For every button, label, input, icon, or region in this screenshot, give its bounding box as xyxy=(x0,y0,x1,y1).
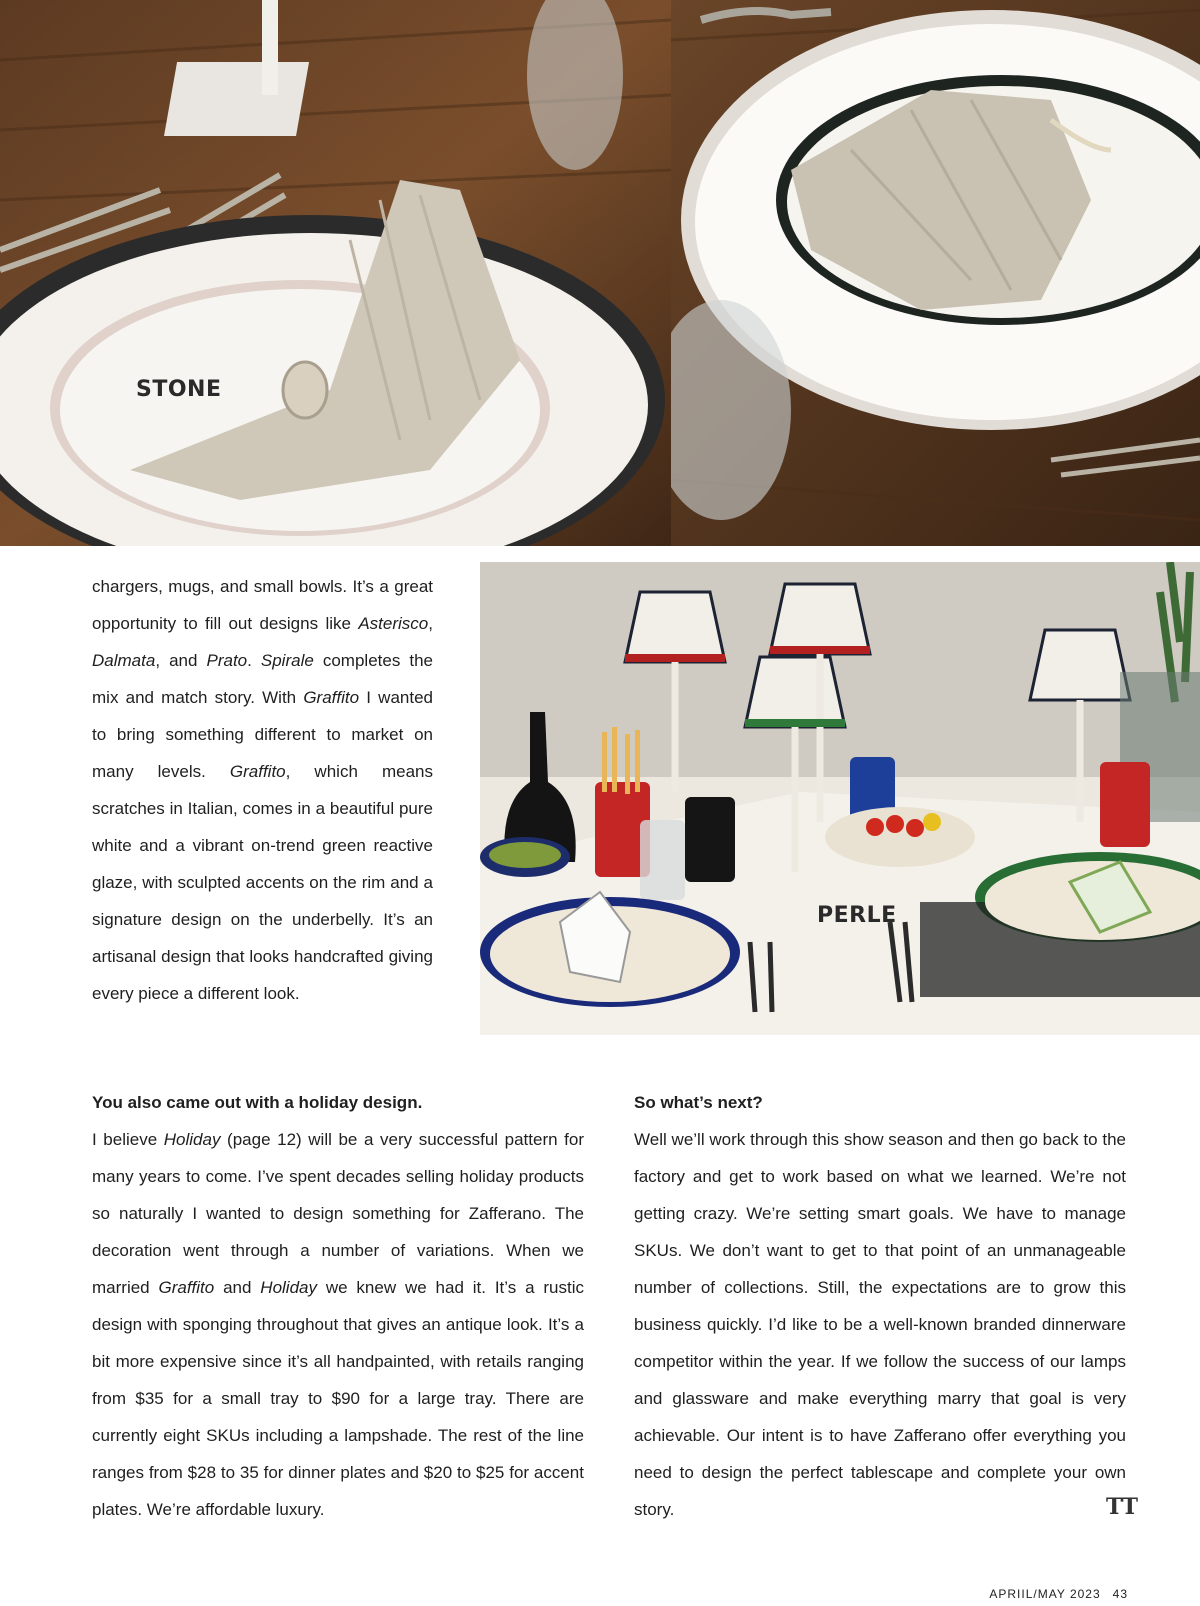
italic-term: Holiday xyxy=(163,1130,221,1149)
text-run: Well we’ll work through this show season and then go back to the factory and get to work based on what we learned. We’re not getting crazy. We’re setting smart goals. We have to manage SKUs. We don’t want to get to that point of an unmanageable number of collections. Still, the expectations are to grow this business quickly. I’d like to be a well-known branded dinnerware competitor within the year. If we follow the success of our lamps and glassware and make everything marry that goal is very achievable. Our intent is to have Zafferano offer everything you need to design the perfect tablescape and complete your own story. xyxy=(634,1130,1126,1519)
left-heading: You also came out with a holiday design. xyxy=(92,1093,423,1112)
text-run: I wanted to bring something different to market on many levels. xyxy=(92,688,433,781)
text-run: , which means scratches in Italian, comes in a beautiful pure white and a vibrant on-trend green reactive glaze, with sculpted accents on the rim and a signature design on the underbelly. It’s an artisanal design that looks handcrafted giving every piece a different look. xyxy=(92,762,433,1003)
left-column xyxy=(92,1084,584,1528)
right-heading: So what’s next? xyxy=(634,1093,763,1112)
left-paragraph xyxy=(92,1121,584,1528)
end-mark: TT xyxy=(1106,1494,1138,1520)
italic-term: Graffito xyxy=(229,762,286,781)
photo-stone-image xyxy=(0,0,671,546)
photo-stone xyxy=(0,0,671,546)
text-run: we knew we had it. It’s a rustic design with sponging throughout that gives an antique look. It’s a bit more expensive since it’s all handpainted, with retails ranging from $35 for a small tray to $90 for a large tray. There are currently eight SKUs including a lampshade. The rest of the line ranges from $28 to 35 for dinner plates and $20 to $25 for accent plates. We’re affordable luxury. xyxy=(92,1278,584,1519)
italic-term: Graffito xyxy=(303,688,360,707)
photo-perle-image xyxy=(480,562,1200,1035)
italic-term: Holiday xyxy=(260,1278,317,1297)
text-run: completes the mix and match story. With xyxy=(92,651,433,707)
folio-page: 43 xyxy=(1112,1587,1128,1601)
italic-term: Graffito xyxy=(158,1278,215,1297)
right-paragraph xyxy=(634,1121,1126,1528)
intro-paragraph xyxy=(92,568,433,1012)
folio xyxy=(989,1587,1128,1601)
perle-label: PERLE xyxy=(817,903,897,928)
photo-stone-right-image xyxy=(671,0,1200,546)
italic-term: Prato xyxy=(206,651,248,670)
text-run: (page 12) will be a very successful pattern for many years to come. I’ve spent decades selling holiday products so naturally I wanted to design something for Zafferano. The decoration went through a number of variations. When we married xyxy=(92,1130,584,1297)
text-run: . xyxy=(247,651,261,670)
text-run: and xyxy=(214,1278,261,1297)
italic-term: Dalmata xyxy=(92,651,156,670)
text-run: , xyxy=(428,614,433,633)
folio-issue: APRIIL/MAY 2023 xyxy=(989,1587,1101,1601)
stone-label: STONE xyxy=(136,377,222,402)
intro-column xyxy=(92,568,433,1012)
right-column xyxy=(634,1084,1126,1528)
text-run: chargers, mugs, and small bowls. It’s a great opportunity to fill out designs like xyxy=(92,577,433,633)
text-run: , and xyxy=(155,651,207,670)
italic-term: Spirale xyxy=(260,651,314,670)
text-run: I believe xyxy=(92,1130,164,1149)
photo-perle xyxy=(480,562,1200,1035)
italic-term: Asterisco xyxy=(358,614,429,633)
photo-stone-right xyxy=(671,0,1200,546)
